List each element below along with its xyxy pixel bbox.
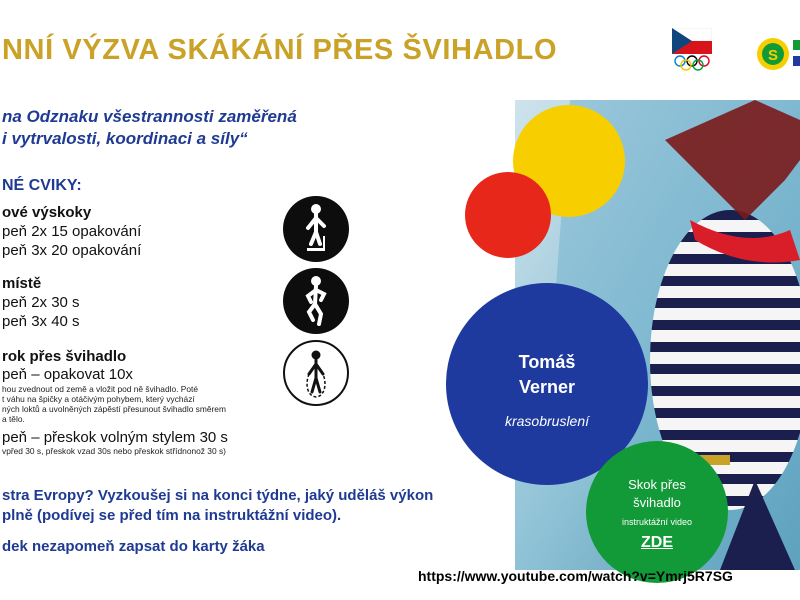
exercise-3-note-1: hou zvednout od země a vložit pod ně švihadlo. Poté [2,384,199,394]
exercise-2-line-1: peň 2x 30 s [2,294,80,311]
video-title-line-2: švihadlo [633,495,681,510]
athlete-last-name: Verner [518,377,576,397]
exercises-heading: NÉ CVIKY: [2,177,82,194]
page-title: NNÍ VÝZVA SKÁKÁNÍ PŘES ŠVIHADLO [2,34,558,66]
odznak-logo-icon [755,34,800,74]
red-circle [465,172,551,258]
exercise-1-line-2: peň 3x 20 opakování [2,242,142,259]
bottom-line-2: plně (podívej se před tím na instruktážní video). [2,507,342,524]
exercise-3-line-2: peň – přeskok volným stylem 30 s [2,429,228,446]
video-title-line-1: Skok přes [628,477,686,492]
svg-text:S: S [767,47,779,64]
video-subtitle: instruktážní video [621,517,693,527]
exercise-2-name: místě [2,275,42,292]
olympic-rings-icon [672,54,712,72]
intro-quote [2,106,297,150]
jump-rope-figure-icon [283,340,349,406]
exercise-3-note-2: t váhu na špičky a otáčivým pohybem, který vychází [2,394,195,404]
athlete-sport: krasobruslení [504,413,590,429]
exercise-2-line-2: peň 3x 40 s [2,313,80,330]
bottom-line-3: dek nezapomeň zapsat do karty žáka [2,538,265,555]
video-url[interactable]: https://www.youtube.com/watch?v=Ymrj5R7SG [418,568,733,584]
running-in-place-icon [283,268,349,334]
exercise-1-name: ové výskoky [2,204,92,221]
exercise-3-name: rok přes švihadlo [2,348,127,365]
jumping-figure-icon [283,196,349,262]
exercise-1-line-1: peň 2x 15 opakování [2,223,142,240]
video-circle[interactable] [586,441,728,583]
video-link[interactable]: ZDE [641,534,673,551]
exercise-3-note-4: a tělo. [2,414,25,424]
czech-flag-icon [672,28,712,54]
intro-line-1: na Odznaku všestrannosti zaměřená [2,107,297,126]
athlete-first-name: Tomáš [518,352,576,372]
exercise-3-line-1: peň – opakovat 10x [2,366,133,383]
intro-line-2: i vytrvalosti, koordinaci a síly“ [2,129,248,148]
bottom-line-1: stra Evropy? Vyzkoušej si na konci týdne, jaký uděláš výkon [2,487,434,504]
exercise-3-note-3: ných loktů a uvolněných zápěstí přesunout švihadlo směrem [2,404,226,414]
exercise-3-note-extra: vpřed 30 s, přeskok vzad 30s nebo přeskok střídnonož 30 s) [2,446,226,456]
